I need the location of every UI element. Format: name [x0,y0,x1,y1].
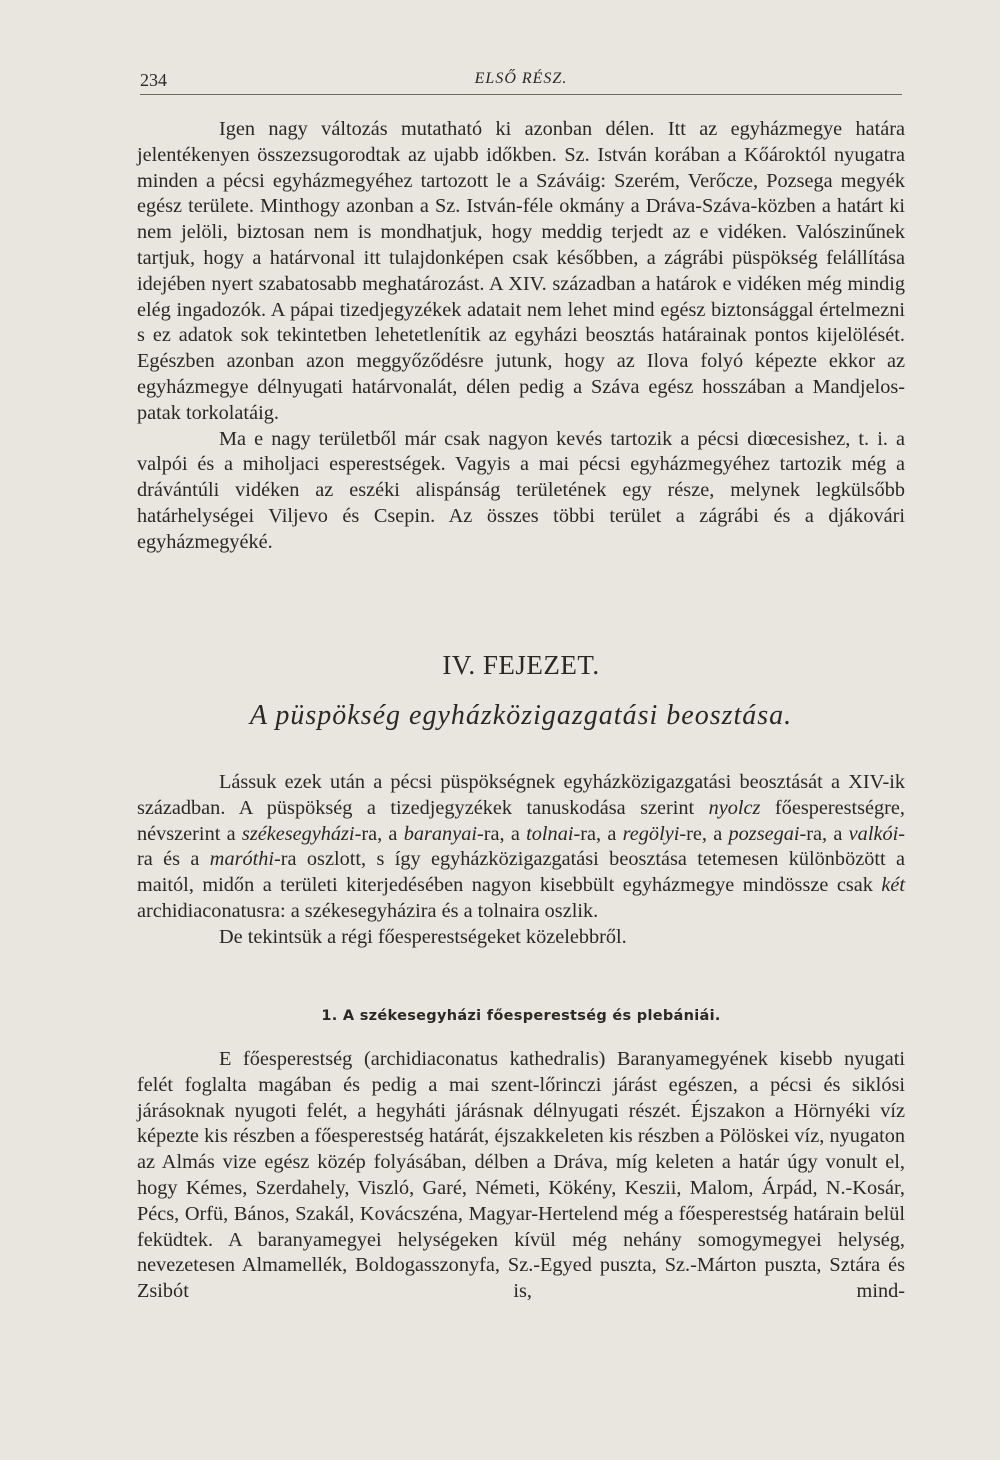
section-text [137,1047,905,1305]
paragraph: E főesperestség (archidiaconatus kathedralis) Baranyamegyének kisebb nyugati felét foglalta magában és pedig a mai szent-lőrinczi járást egészen, a pécsi és siklósi járásoknak nyugoti felét, a hegyháti járásnak délnyugati részét. Éjszakon a Hörnyéki víz képezte kis részben a főesperestség határát, éjszakkeleten kis részben a Pölöskei víz, nyugaton az Almás vize egész közép folyásában, délben a Dráva, míg keleten a határ úgy vonult el, hogy Kémes, Szerdahely, Viszló, Garé, Németi, Kökény, Keszii, Malom, Árpád, N.-Kosár, Pécs, Orfü, Bános, Szakál, Kovácszéna, Magyar-Hertelend még a főesperestség határain belül feküdtek. A baranyamegyei helységeken kívül még nehány somogymegyei helység, nevezetesen Almamellék, Boldogasszonyfa, Sz.-Egyed puszta, Sz.-Márton puszta, Sztára és Zsibót is, mind- [137,1048,905,1303]
running-head: ELSŐ RÉSZ. [474,70,568,87]
intro-text [137,117,905,556]
paragraph: Ma e nagy területből már csak nagyon kevés tartozik a pécsi diœcesishez, t. i. a valpói és a miholjaci esperestségek. Vagyis a mai pécsi egyházmegyéhez tartozik még a drávántúli vidéken az eszéki alispánság területének egy része, melynek legkülsőbb határhelységei Viljevo és Csepin. Az összes többi terület a zágrábi és a djákovári egyházmegyéké. [137,427,905,553]
paragraph: Igen nagy változás mutatható ki azonban délen. Itt az egyházmegye határa jelentékenyen összezsugorodtak az ujabb időkben. Sz. István korában a Kőároktól nyugatra minden a pécsi egyházmegyéhez tartozott le a Száváig: Szerém, Verőcze, Pozsega megyék egész területe. Minthogy azonban a Sz. István-féle okmány a Dráva-Száva-közben a határt ki nem jelöli, biztosan nem is mondhatjuk, hogy meddig terjedt az e vidéken. Valószinűnek tartjuk, hogy a határvonal itt tulajdonképen csak későbben, a zágrábi püspökség felállítása idejében nyert szabatosabb meghatározást. A XIV. században a határok e vidéken még mindig elég ingadozók. A pápai tizedjegyzékek adatait nem lehet mind egész biztonsággal értelmezni s ez adatok sok tekintetben lehetetlenítik az egyházi beosztás határainak pontos kijelölését. Egészben azonban azon meggyőződésre jutunk, hogy az Ilova folyó képezte ekkor az egyházmegye délnyugati határvonalát, délen pedig a Száva egész hosszában a Mandjelos-patak torkolatáig. [137,118,905,424]
section-heading: 1. A székesegyházi főesperestség és plebániái. [321,1008,721,1024]
paragraph: De tekintsük a régi főesperestségeket közelebbről. [219,925,627,948]
chapter-title: IV. FEJEZET. [442,650,600,680]
page-number: 234 [140,70,167,90]
paragraph: Lássuk ezek után a pécsi püspökségnek egyházközigazgatási beosztását a XIV-ik században. A püspökség a tizedjegyzékek tanuskodása szerint nyolcz főesperestségre, névszerint a székesegyházi-ra, a baranyai-ra, a tolnai-ra, a regölyi-re, a pozsegai-ra, a valkói-ra és a maróthi-ra oszlott, s így egyházközigazgatási beosztása tetemesen különbözött a maitól, midőn a területi kiterjedésében nagyon kisebbült egyházmegye mindössze csak két archidiaconatusra: a székesegyházira és a tolnaira oszlik. [137,771,905,922]
page-header [140,64,902,95]
chapter-subtitle: A püspökség egyházközigazgatási beosztása. [249,700,793,731]
chapter-text [137,770,905,951]
